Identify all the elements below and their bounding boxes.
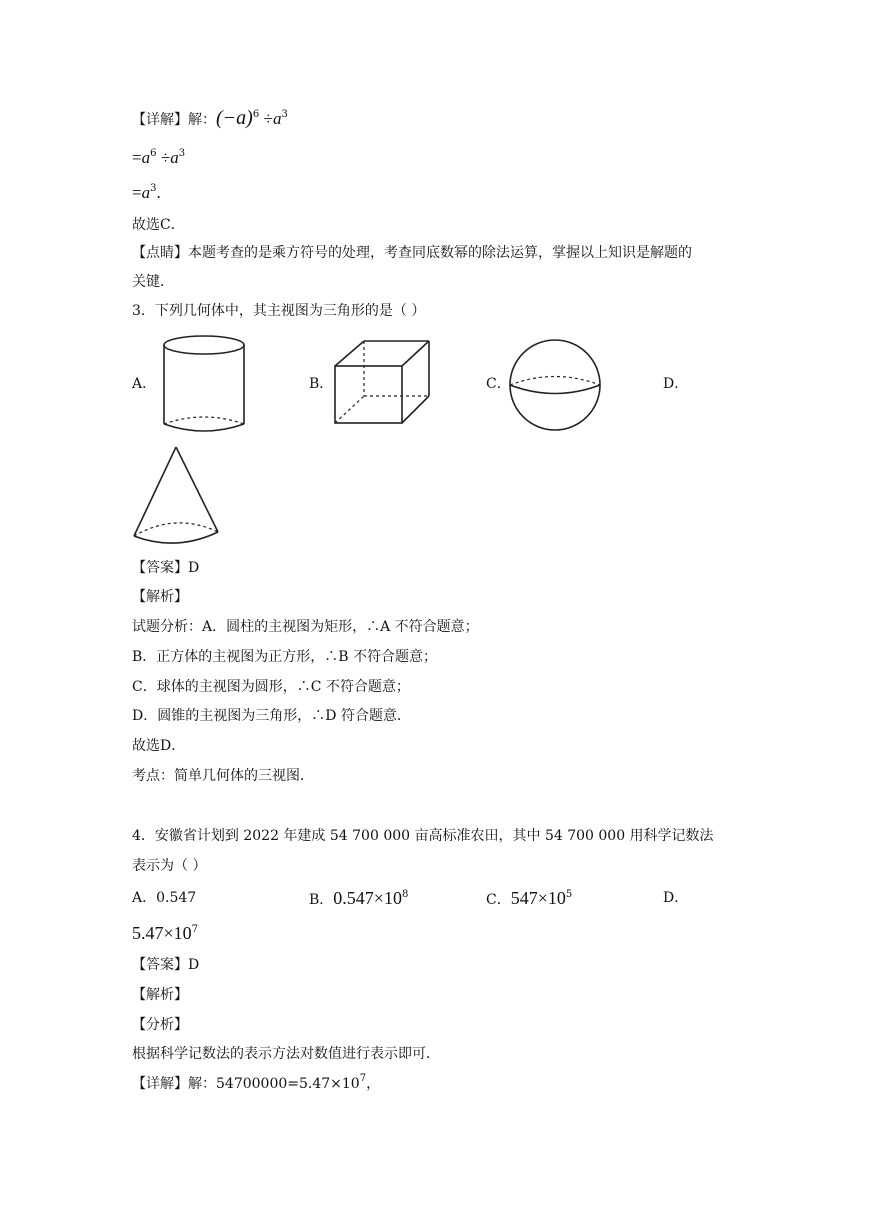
q2-step3-exp: 3 (150, 183, 157, 194)
q3-option-d-label: D． (663, 376, 689, 392)
q3-analysis-line-4: D．圆锥的主视图为三角形，∴D 符合题意． (132, 708, 411, 724)
q2-comment-line1: 【点睛】本题考查的是乘方符号的处理，考查同底数幂的除法运算，掌握以上知识是解题的 (132, 245, 692, 261)
q2-step2-base: a (141, 148, 151, 167)
q4-detail (132, 1074, 380, 1094)
q4-analysis-sub: 【分析】 (132, 1017, 188, 1033)
q2-step2-rhs-exp: 3 (178, 148, 186, 159)
q4-option-c-exp: 5 (565, 889, 573, 900)
q2-step2-eq: = (132, 148, 142, 167)
q3-analysis-line-1: 试题分析：A．圆柱的主视图为矩形，∴A 不符合题意； (132, 619, 479, 635)
q2-step3-end: . (156, 183, 161, 202)
q4-option-c (486, 888, 572, 910)
q4-option-b-label: B． (309, 892, 334, 908)
q4-stem-line2: 表示为（ ） (132, 858, 207, 874)
q2-step2-rhs: a (170, 148, 179, 167)
q2-step2 (132, 148, 185, 169)
q2-detail-line (132, 108, 288, 130)
q4-detail-prefix: 【详解】解：54700000=5.47×10 (132, 1076, 360, 1092)
q3-answer: 【答案】D (132, 560, 200, 576)
q4-option-b-exp: 8 (401, 889, 409, 900)
q3-analysis-line-5: 故选D． (132, 738, 186, 754)
q4-option-c-label: C． (486, 892, 511, 908)
q2-step1-div: ÷ (263, 109, 273, 128)
q4-stem-line1: 4．安徽省计划到 2022 年建成 54 700 000 亩高标准农田，其中 54 700 000 用科学记数法 (132, 828, 714, 844)
q2-step1-exp: 6 (252, 109, 260, 120)
q3-option-a-label: A． (132, 376, 157, 392)
q2-choose: 故选C． (132, 217, 185, 233)
q4-method: 根据科学记数法的表示方法对数值进行表示即可． (132, 1046, 440, 1062)
q3-analysis-line-2: B．正方体的主视图为正方形，∴B 不符合题意； (132, 649, 438, 665)
q3-option-b-label: B． (309, 376, 334, 392)
q4-detail-end: ， (366, 1076, 381, 1092)
q2-step3-base: a (141, 183, 151, 202)
q2-step1-rhs-exp: 3 (281, 109, 288, 120)
q4-option-b (309, 888, 408, 910)
q4-option-d-value (132, 923, 198, 945)
q2-detail-label: 【详解】解： (132, 112, 216, 128)
cube-figure (332, 338, 432, 428)
q2-comment-line2: 关键． (132, 274, 174, 290)
q4-option-d-exp: 7 (191, 924, 199, 935)
q4-option-d-label: D． (663, 890, 689, 906)
cylinder-figure (158, 334, 250, 436)
q2-step2-exp: 6 (150, 148, 157, 159)
q4-option-a: A．0.547 (132, 890, 197, 906)
sphere-figure (506, 336, 604, 434)
q4-option-c-base: 547×10 (510, 888, 566, 908)
cone-figure (130, 444, 222, 550)
q2-step3-eq: = (132, 183, 142, 202)
q4-option-b-base: 0.547×10 (333, 888, 402, 908)
q2-step2-div: ÷ (160, 148, 171, 167)
q2-step1-base: (−a) (216, 107, 253, 129)
q4-detail-exp: 7 (359, 1073, 367, 1084)
q3-analysis-label: 【解析】 (132, 589, 188, 605)
q3-analysis-line-6: 考点：简单几何体的三视图． (132, 768, 314, 784)
q2-step1-rhs: a (273, 109, 282, 128)
q3-analysis-line-3: C．球体的主视图为圆形，∴C 不符合题意； (132, 679, 410, 695)
q3-stem: 3．下列几何体中，其主视图为三角形的是（ ） (132, 303, 426, 319)
q4-answer: 【答案】D (132, 957, 200, 973)
q2-step3 (132, 183, 161, 204)
q3-option-c-label: C． (486, 376, 511, 392)
q4-option-d-base: 5.47×10 (132, 923, 192, 943)
q4-analysis-label: 【解析】 (132, 987, 188, 1003)
